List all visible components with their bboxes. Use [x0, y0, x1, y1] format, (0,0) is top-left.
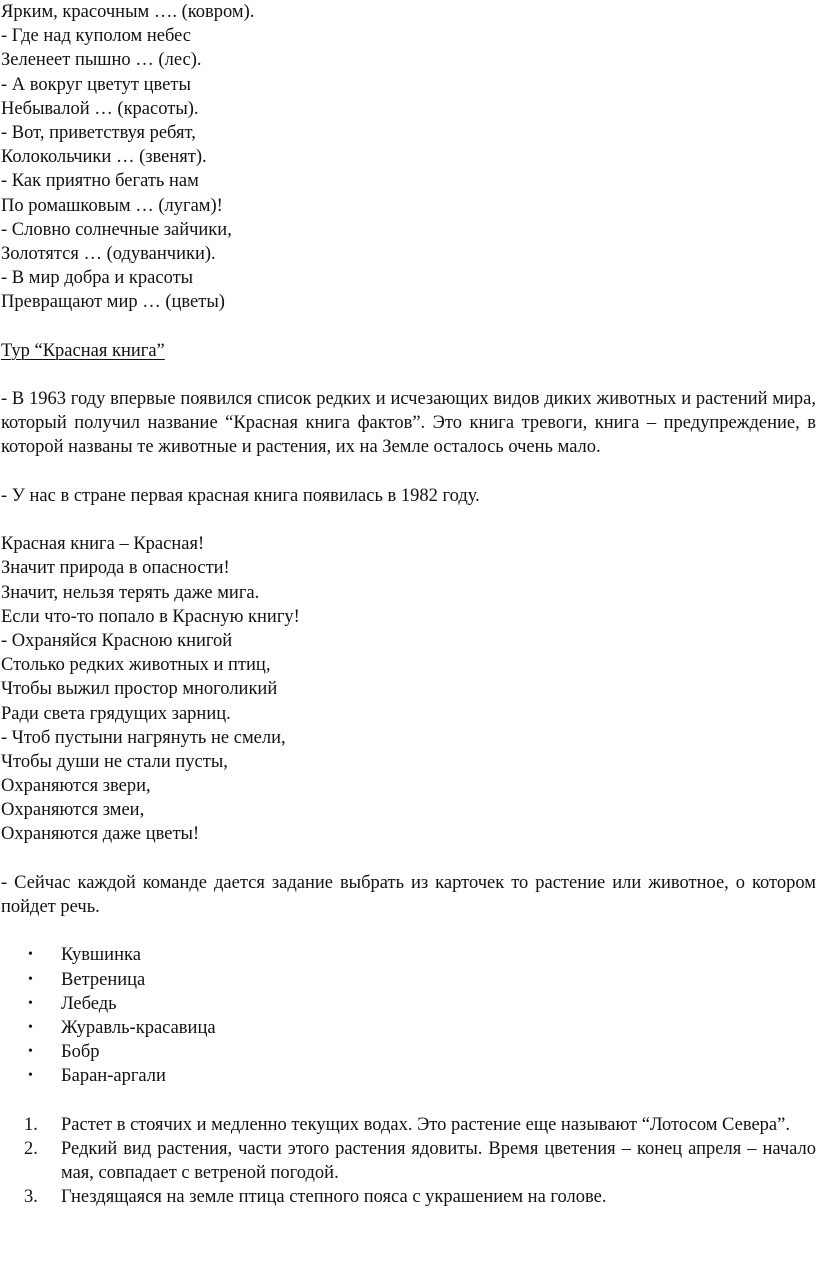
list-item-label: Бобр	[61, 1042, 100, 1063]
poem-line: Золотятся … (одуванчики).	[1, 243, 216, 264]
item-number: 2.	[24, 1138, 38, 1159]
poem-line: Охраняются звери,	[1, 776, 151, 797]
paragraph-first-red-book: - У нас в стране первая красная книга появилась в 1982 году.	[1, 485, 480, 506]
item-text: Редкий вид растения, части этого растения ядовиты. Время цветения – конец апреля – начало мая, совпадает с ветреной погодой.	[61, 1138, 816, 1184]
poem-red-book	[1, 532, 816, 846]
document-body	[1, 0, 816, 1210]
list-item	[1, 1064, 816, 1088]
poem-line: - Словно солнечные зайчики,	[1, 219, 232, 240]
poem-line: Небывалой … (красоты).	[1, 98, 199, 119]
list-item	[1, 943, 816, 967]
bullet-icon: •	[28, 1068, 33, 1084]
list-item-label: Кувшинка	[61, 945, 141, 966]
bullet-icon: •	[28, 971, 33, 987]
poem-line: Чтобы души не стали пусты,	[1, 751, 228, 772]
list-item	[1, 992, 816, 1016]
poem-line: По ромашковым … (лугам)!	[1, 195, 223, 216]
item-text: Гнездящаяся на земле птица степного пояса с украшением на голове.	[61, 1187, 607, 1208]
list-item	[1, 1040, 816, 1064]
poem-line: Если что-то попало в Красную книгу!	[1, 606, 300, 627]
spacer	[1, 460, 816, 484]
item-number: 1.	[24, 1114, 38, 1135]
spacer	[1, 508, 816, 532]
cards-bullet-list	[1, 943, 816, 1088]
list-item-label: Баран-аргали	[61, 1066, 166, 1087]
poem-line: Колокольчики … (звенят).	[1, 147, 207, 168]
list-item-label: Лебедь	[61, 993, 117, 1014]
numbered-item	[1, 1137, 816, 1185]
numbered-item	[1, 1185, 816, 1209]
spacer	[1, 847, 816, 871]
poem-line: Ярким, красочным …. (ковром).	[1, 2, 255, 22]
numbered-item	[1, 1113, 816, 1137]
list-item	[1, 968, 816, 992]
paragraph-red-book-history: - В 1963 году впервые появился список редких и исчезающих видов диких животных и растений мира, который получил название “Красная книга фактов”. Это книга тревоги, книга – предупреждение, в которой названы те животные и растения, их на Земле осталось очень мало.	[1, 389, 816, 458]
poem-line: Ради света грядущих зарниц.	[1, 703, 231, 724]
bullet-icon: •	[28, 995, 33, 1011]
poem-line: - Как приятно бегать нам	[1, 171, 199, 192]
poem-line: Охраняются даже цветы!	[1, 824, 200, 845]
spacer	[1, 363, 816, 387]
poem-line: Красная книга – Красная!	[1, 534, 205, 555]
poem-line: - Чтоб пустыни нагрянуть не смели,	[1, 727, 286, 748]
poem-line: Столько редких животных и птиц,	[1, 655, 271, 676]
poem-line: - А вокруг цветут цветы	[1, 74, 191, 95]
poem-line: - В мир добра и красоты	[1, 268, 194, 289]
bullet-icon: •	[28, 1044, 33, 1060]
poem-line: - Где над куполом небес	[1, 26, 191, 47]
poem-line: - Охраняйся Красною книгой	[1, 630, 233, 651]
item-number: 3.	[24, 1187, 38, 1208]
paragraph-task: - Сейчас каждой команде дается задание выбрать из карточек то растение или животное, о котором пойдет речь.	[1, 872, 816, 918]
spacer	[1, 314, 816, 338]
list-item	[1, 1016, 816, 1040]
spacer	[1, 1089, 816, 1113]
poem-line: - Вот, приветствуя ребят,	[1, 122, 196, 143]
item-text: Растет в стоячих и медленно текущих водах. Это растение еще называют “Лотосом Севера”.	[61, 1114, 790, 1135]
section-heading: Тур “Красная книга”	[1, 340, 165, 361]
list-item-label: Ветреница	[61, 969, 146, 990]
list-item-label: Журавль-красавица	[61, 1017, 216, 1038]
spacer	[1, 919, 816, 943]
poem-line: Охраняются змеи,	[1, 800, 145, 821]
poem-line: Превращают мир … (цветы)	[1, 292, 225, 313]
poem-top	[1, 0, 816, 314]
bullet-icon: •	[28, 947, 33, 963]
poem-line: Чтобы выжил простор многоликий	[1, 679, 278, 700]
bullet-icon: •	[28, 1019, 33, 1035]
poem-line: Значит природа в опасности!	[1, 558, 230, 579]
riddles-numbered-list	[1, 1113, 816, 1210]
poem-line: Зеленеет пышно … (лес).	[1, 50, 202, 71]
poem-line: Значит, нельзя терять даже мига.	[1, 582, 260, 603]
